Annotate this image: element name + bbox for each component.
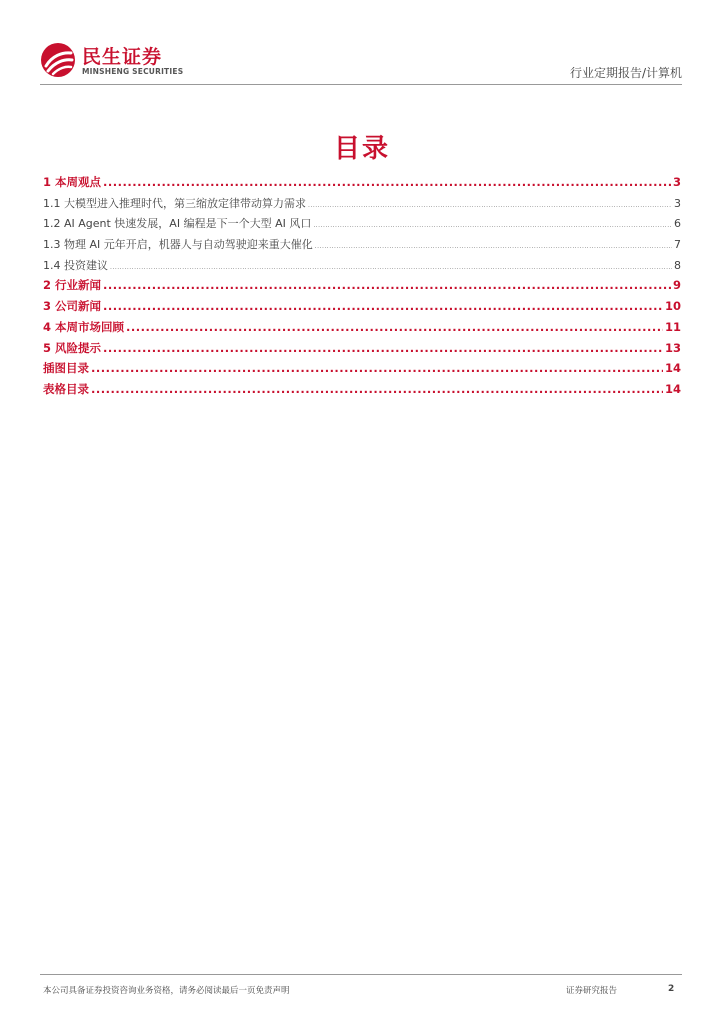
toc-entry[interactable] (43, 298, 681, 319)
toc-leader-dots (110, 264, 672, 271)
table-of-contents (43, 174, 681, 402)
brand-logo (40, 40, 240, 80)
toc-entry-page: 14 (664, 361, 681, 376)
toc-leader-dots (103, 341, 663, 355)
document-category: 行业定期报告/计算机 (569, 66, 682, 80)
toc-entry[interactable] (43, 277, 681, 298)
footer-report-type: 证券研究报告 (566, 986, 618, 996)
toc-entry-label: 5 风险提示 (43, 340, 102, 355)
toc-entry-page: 13 (664, 340, 681, 355)
toc-entry-page: 7 (674, 238, 681, 252)
toc-entry[interactable] (43, 215, 681, 236)
minsheng-logo-icon (40, 42, 76, 78)
toc-entry-page: 8 (674, 258, 681, 272)
toc-entry[interactable] (43, 195, 681, 216)
page-header (40, 40, 682, 86)
toc-leader-dots (126, 320, 663, 334)
footer-divider (40, 974, 682, 975)
toc-entry[interactable] (43, 257, 681, 278)
toc-entry-page: 10 (664, 299, 681, 314)
toc-entry-label: 4 本周市场回顾 (43, 319, 125, 334)
toc-entry[interactable] (43, 360, 681, 381)
toc-entry-label: 表格目录 (43, 381, 89, 396)
toc-entry[interactable] (43, 236, 681, 257)
toc-entry-page: 11 (664, 319, 681, 334)
toc-entry-page: 9 (672, 278, 681, 293)
toc-leader-dots (91, 361, 663, 375)
toc-leader-dots (103, 278, 671, 292)
toc-entry-page: 14 (664, 381, 681, 396)
toc-leader-dots (103, 299, 663, 313)
toc-entry-label: 1.1 大模型进入推理时代，第三缩放定律带动算力需求 (43, 196, 306, 210)
header-divider (40, 84, 682, 85)
toc-entry[interactable] (43, 381, 681, 402)
toc-entry-label: 1.2 AI Agent 快速发展，AI 编程是下一个大型 AI 风口 (43, 217, 312, 231)
toc-entry[interactable] (43, 319, 681, 340)
toc-entry-label: 插图目录 (43, 361, 89, 376)
toc-leader-dots (313, 222, 672, 229)
brand-name-cn: 民生证券 (82, 46, 163, 68)
toc-leader-dots (315, 243, 672, 250)
toc-entry-page: 6 (674, 217, 681, 231)
toc-entry-page: 3 (672, 175, 681, 189)
toc-leader-dots (91, 382, 663, 396)
toc-leader-dots (103, 175, 671, 189)
toc-entry-label: 1.4 投资建议 (43, 258, 108, 272)
toc-entry-label: 1.3 物理 AI 元年开启，机器人与自动驾驶迎来重大催化 (43, 238, 313, 252)
toc-entry-label: 3 公司新闻 (43, 299, 102, 314)
toc-title: 目录 (333, 134, 390, 164)
brand-name-en: MINSHENG SECURITIES (82, 67, 184, 76)
toc-entry[interactable] (43, 340, 681, 361)
toc-leader-dots (308, 202, 672, 209)
toc-entry-label: 2 行业新闻 (43, 278, 102, 293)
toc-entry-page: 3 (674, 196, 681, 210)
footer-disclaimer: 本公司具备证券投资咨询业务资格，请务必阅读最后一页免责声明 (43, 986, 290, 996)
toc-entry[interactable] (43, 174, 681, 195)
page-number: 2 (668, 984, 675, 994)
toc-entry-label: 1 本周观点 (43, 175, 102, 189)
